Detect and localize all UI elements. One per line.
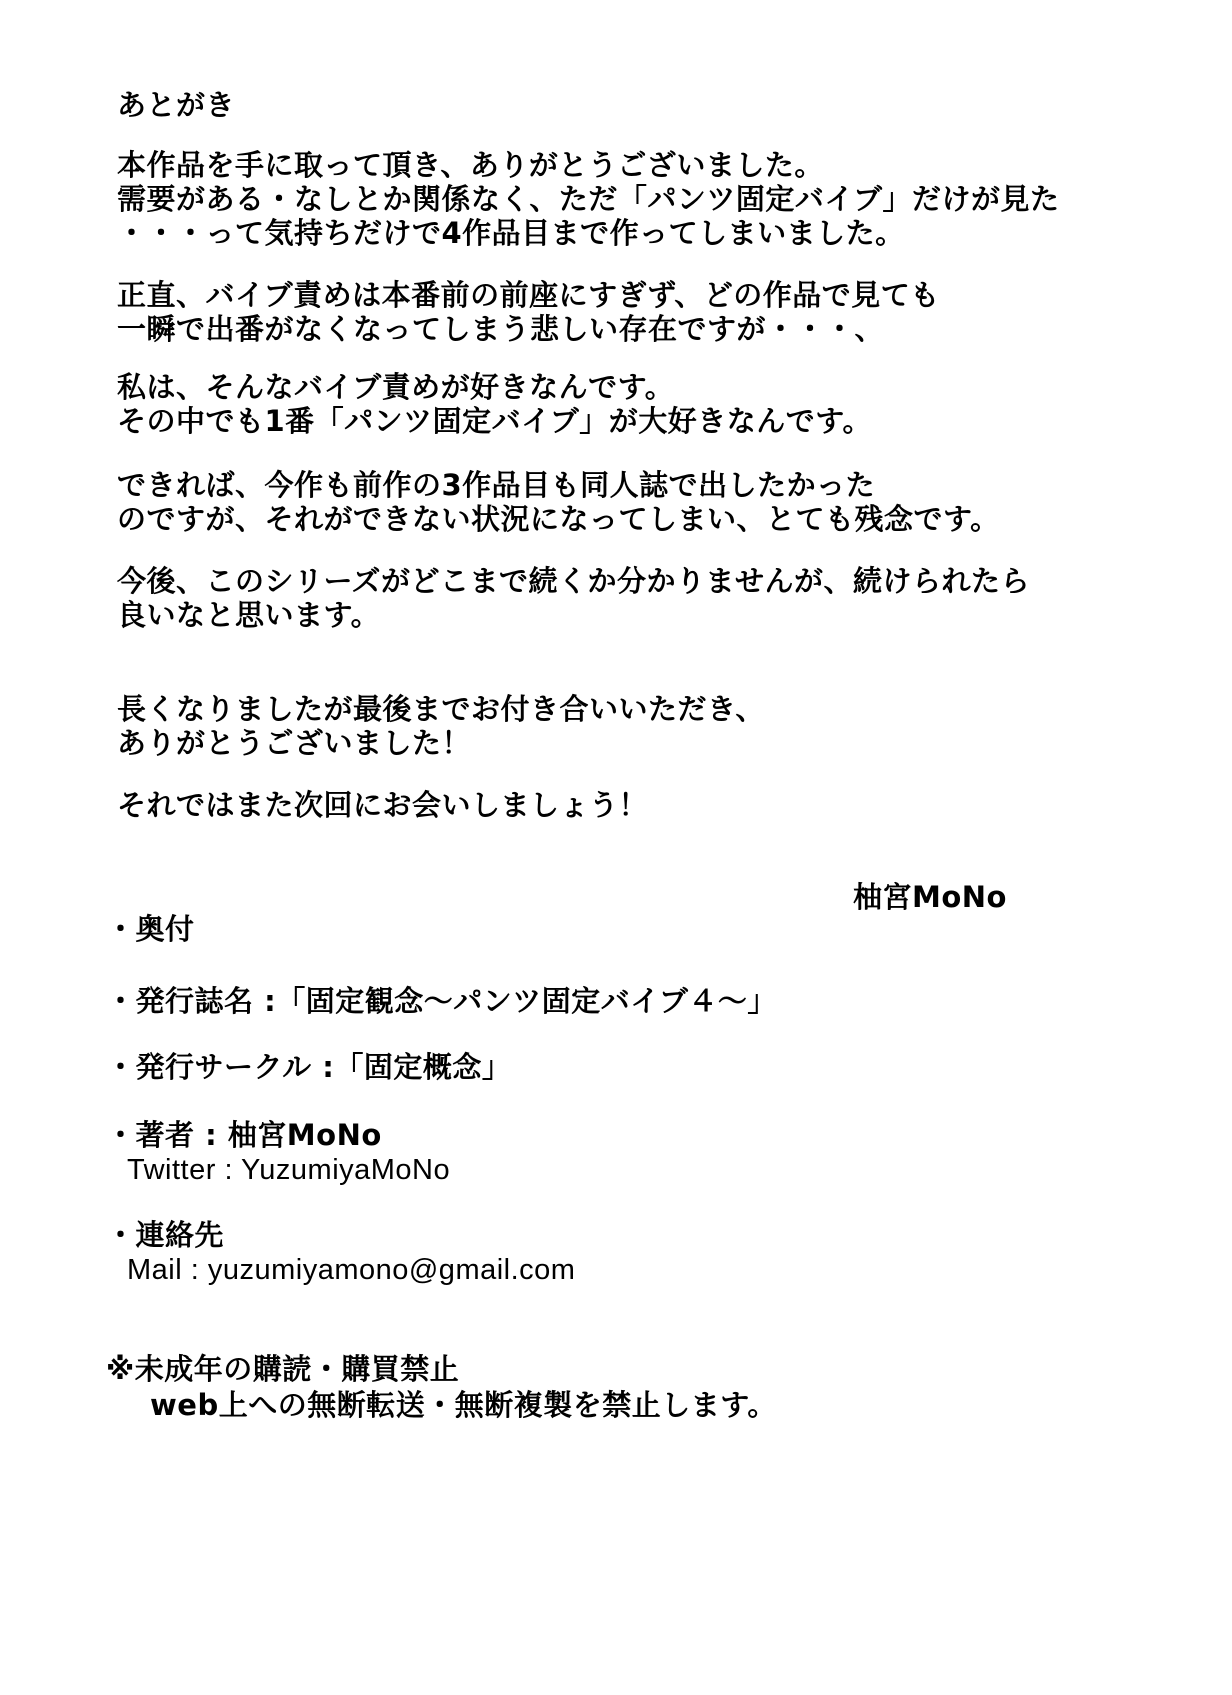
colophon-author: ・著者 : 柚宮MoNo	[106, 1118, 382, 1152]
colophon-twitter: Twitter : YuzumiyaMoNo	[127, 1154, 451, 1186]
paragraph-2-line-1: 正直、バイブ責めは本番前の前座にすぎず、どの作品で見ても	[117, 278, 940, 312]
colophon-circle: ・発行サークル :「固定概念」	[106, 1050, 512, 1084]
paragraph-4-line-1: できれば、今作も前作の3作品目も同人誌で出したかった	[117, 468, 876, 502]
paragraph-1-line-2: 需要がある・なしとか関係なく、ただ「パンツ固定バイブ」だけが見た	[117, 182, 1060, 216]
afterword-signature: 柚宮MoNo	[853, 880, 1007, 914]
paragraph-1-line-1: 本作品を手に取って頂き、ありがとうございました。	[117, 148, 824, 182]
colophon-mail: Mail : yuzumiyamono@gmail.com	[127, 1254, 576, 1286]
afterword-heading: あとがき	[117, 88, 236, 122]
notice-line-1: ※未成年の購読・購買禁止	[106, 1352, 460, 1386]
paragraph-4-line-2: のですが、それができない状況になってしまい、とても残念です。	[117, 502, 1000, 536]
paragraph-6-line-1: 長くなりましたが最後までお付き合いいただき、	[117, 692, 765, 726]
colophon-title: ・発行誌名 :「固定観念～パンツ固定バイブ４～」	[106, 984, 777, 1018]
paragraph-3-line-1: 私は、そんなバイブ責めが好きなんです。	[117, 370, 675, 404]
paragraph-7-line-1: それではまた次回にお会いしましょう！	[117, 788, 649, 822]
paragraph-5-line-1: 今後、このシリーズがどこまで続くか分かりませんが、続けられたら	[117, 564, 1031, 598]
colophon-heading: ・奥付	[106, 912, 195, 946]
paragraph-1-line-3: ・・・って気持ちだけで4作品目まで作ってしまいました。	[117, 216, 905, 250]
paragraph-2-line-2: 一瞬で出番がなくなってしまう悲しい存在ですが・・・、	[117, 312, 885, 346]
notice-line-2: web上への無断転送・無断複製を禁止します。	[150, 1388, 777, 1422]
paragraph-5-line-2: 良いなと思います。	[117, 598, 381, 632]
paragraph-6-line-2: ありがとうございました！	[117, 726, 472, 760]
colophon-contact: ・連絡先	[106, 1218, 225, 1252]
paragraph-3-line-2: その中でも1番「パンツ固定バイブ」が大好きなんです。	[117, 404, 872, 438]
